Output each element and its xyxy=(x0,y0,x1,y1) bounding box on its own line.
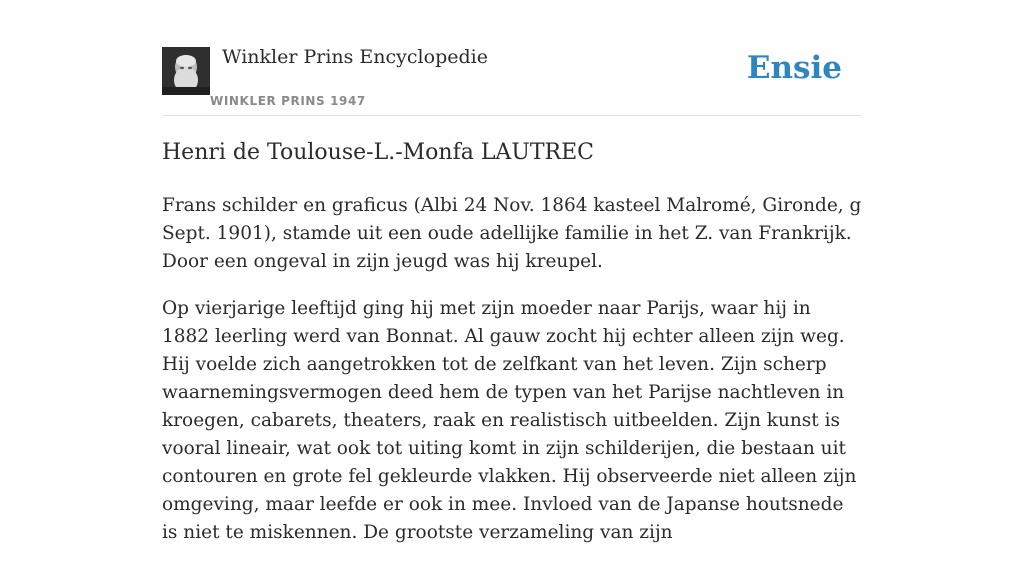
article-paragraph: Op vierjarige leeftijd ging hij met zijn moeder naar Parijs, waar hij in 1882 leerling werd van Bonnat. Al gauw zocht hij echter alleen zijn weg. Hij voelde zich aangetrokken tot de zelfkant van het leven. Zijn scherp waarnemingsvermogen deed hem de typen van het Parijse nachtleven in kroegen, cabarets, theaters, raak en realistisch uitbeelden. Zijn kunst is vooral lineair, wat ook tot uiting komt in zijn schilderijen, die bestaan uit contouren en grote fel gekleurde vlakken. Hij observeerde niet alleen zijn omgeving, maar leefde er ook in mee. Invloed van de Japanse houtsnede is niet te miskennen. De grootste verzameling van zijn xyxy=(162,298,857,543)
source-title[interactable]: Winkler Prins Encyclopedie xyxy=(222,46,488,68)
article-paragraph: Frans schilder en graficus (Albi 24 Nov. 1864 kasteel Malromé, Gironde, g Sept. 1901), stamde uit een oude adellijke familie in het Z. van Frankrijk. Door een ongeval in zijn jeugd was hij kreupel. xyxy=(162,195,862,272)
source-subtitle: WINKLER PRINS 1947 xyxy=(210,94,366,108)
portrait-avatar-icon[interactable] xyxy=(162,47,210,95)
article-body xyxy=(162,192,862,566)
brand-logo[interactable]: Ensie xyxy=(746,50,842,86)
article-title: Henri de Toulouse-L.-Monfa LAUTREC xyxy=(162,140,594,165)
source-header xyxy=(162,0,862,116)
article-container xyxy=(162,0,862,543)
